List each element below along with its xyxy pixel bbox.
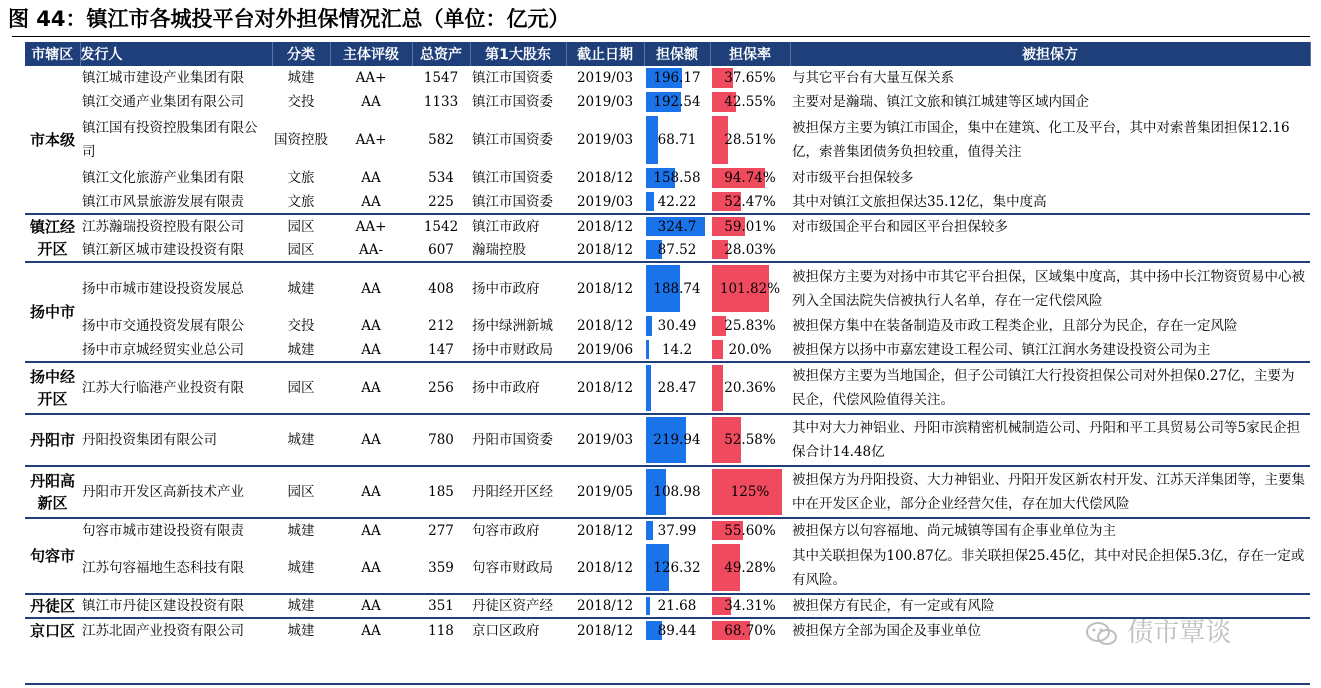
holder-cell: 扬中市政府 xyxy=(470,262,566,314)
region-cell: 丹阳高新区 xyxy=(25,466,80,518)
date-cell: 2019/03 xyxy=(576,193,634,210)
guarantee-bar xyxy=(646,597,650,615)
rate-cell xyxy=(710,66,790,90)
col-region-header: 市辖区 xyxy=(25,42,80,66)
guarantee-value: 324.7 xyxy=(657,218,697,235)
rate-value: 125% xyxy=(730,484,770,500)
assets-cell: 359 xyxy=(428,559,454,576)
col-party-header: 被担保方 xyxy=(790,42,1310,66)
table-row xyxy=(25,414,1310,466)
type-cell: 城建 xyxy=(272,518,330,542)
rate-value: 28.03% xyxy=(724,241,776,258)
region-cell: 扬中经开区 xyxy=(25,362,80,414)
holder-cell: 镇江市国资委 xyxy=(472,70,553,86)
guaranteed-party-cell: 被担保方以扬中市嘉宏建设工程公司、镇江江润水务建设投资公司为主 xyxy=(792,341,1211,358)
rate-value: 52.47% xyxy=(724,193,776,210)
guarantee-value: 126.32 xyxy=(653,559,701,576)
assets-cell: 185 xyxy=(412,466,470,518)
rate-value: 59.01% xyxy=(724,218,776,235)
rate-cell xyxy=(710,542,790,594)
guaranteed-party-cell: 其中关联担保为100.87亿。非关联担保25.45亿，其中对民企担保5.3亿，存在一定或有风险。 xyxy=(792,547,1305,588)
date-cell: 2018/12 xyxy=(566,594,644,618)
assets-cell: 1542 xyxy=(412,214,470,238)
rate-value: 52.58% xyxy=(724,432,776,448)
rating-cell: AA xyxy=(330,466,412,518)
rate-value: 20.0% xyxy=(728,341,772,358)
date-cell: 2018/12 xyxy=(566,618,644,642)
guarantee-value: 196.17 xyxy=(653,70,701,86)
rate-value: 28.51% xyxy=(724,132,776,148)
rating-cell: AA xyxy=(361,318,381,334)
date-cell: 2018/12 xyxy=(576,559,634,576)
rate-cell xyxy=(710,466,790,518)
issuer-cell: 丹阳市开发区高新技术产业 xyxy=(80,466,272,518)
guaranteed-party-cell: 主要对是瀚瑞、镇江文旅和镇江城建等区域内国企 xyxy=(792,94,1089,110)
rate-value: 94.74% xyxy=(724,170,776,186)
guarantee-value: 219.94 xyxy=(653,432,701,448)
rating-cell: AA xyxy=(330,518,412,542)
col-holder-header: 第1大股东 xyxy=(470,42,566,66)
guarantee-bar xyxy=(646,365,651,411)
region-cell: 京口区 xyxy=(25,618,80,642)
rating-cell: AA xyxy=(361,193,381,210)
guarantee-cell xyxy=(644,466,710,518)
assets-cell: 534 xyxy=(428,170,454,186)
date-cell: 2018/12 xyxy=(566,518,644,542)
date-cell: 2019/03 xyxy=(576,132,634,148)
assets-cell: 351 xyxy=(412,594,470,618)
rate-cell xyxy=(710,314,790,338)
date-cell: 2019/03 xyxy=(576,70,634,86)
type-cell: 园区 xyxy=(272,362,330,414)
assets-cell: 1133 xyxy=(423,94,459,110)
guaranteed-party-cell: 被担保方以句容福地、尚元城镇等国有企事业单位为主 xyxy=(790,518,1310,542)
rating-cell: AA xyxy=(330,262,412,314)
rate-value: 49.28% xyxy=(724,559,776,576)
region-cell: 镇江经开区 xyxy=(25,214,80,262)
holder-cell: 镇江市国资委 xyxy=(472,94,553,110)
rate-cell xyxy=(710,214,790,238)
guarantee-value: 108.98 xyxy=(653,484,701,500)
watermark-text: 债市覃谈 xyxy=(1127,618,1232,648)
guarantee-value: 68.71 xyxy=(657,132,697,148)
table-body xyxy=(25,66,1310,642)
type-cell: 城建 xyxy=(287,341,315,358)
table-row xyxy=(25,190,1310,214)
issuer-cell: 镇江文化旅游产业集团有限 xyxy=(82,170,244,186)
type-cell: 园区 xyxy=(272,214,330,238)
guarantee-value: 87.52 xyxy=(657,241,697,258)
assets-cell: 256 xyxy=(412,362,470,414)
table-row xyxy=(25,362,1310,414)
guaranteed-party-cell xyxy=(790,238,1310,262)
guarantee-cell xyxy=(644,114,710,166)
rate-value: 34.31% xyxy=(724,598,776,614)
type-cell: 园区 xyxy=(287,241,315,258)
type-cell: 文旅 xyxy=(287,170,315,186)
col-date-header: 截止日期 xyxy=(566,42,644,66)
guarantee-cell xyxy=(644,238,710,262)
region-cell: 丹阳市 xyxy=(25,414,80,466)
issuer-cell: 镇江市风景旅游发展有限责 xyxy=(82,193,244,210)
issuer-cell: 镇江市丹徒区建设投资有限 xyxy=(80,594,272,618)
holder-cell: 镇江市国资委 xyxy=(472,170,553,186)
date-cell: 2018/12 xyxy=(576,241,634,258)
col-type-header: 分类 xyxy=(272,42,330,66)
guaranteed-party-cell: 被担保方全部为国企及事业单位 xyxy=(790,618,1310,642)
guarantee-bar xyxy=(646,521,653,540)
col-rate-header: 担保率 xyxy=(710,42,790,66)
guarantee-bar xyxy=(646,192,654,211)
guarantee-cell xyxy=(644,262,710,314)
issuer-cell: 扬中市城市建设投资发展总 xyxy=(80,262,272,314)
guaranteed-party-cell: 被担保方为丹阳投资、大力神铝业、丹阳开发区新农村开发、江苏天洋集团等，主要集中在开发区企业，部分企业经营欠佳，存在加大代偿风险 xyxy=(790,466,1310,518)
holder-cell: 句容市政府 xyxy=(470,518,566,542)
table-row xyxy=(25,542,1310,594)
type-cell: 城建 xyxy=(272,414,330,466)
figure-title: 图 44：镇江市各城投平台对外担保情况汇总（单位：亿元） xyxy=(8,7,570,31)
rate-value: 101.82% xyxy=(719,280,781,297)
rate-cell xyxy=(710,114,790,166)
guarantee-cell xyxy=(644,90,710,114)
rating-cell: AA- xyxy=(358,241,384,258)
guarantee-cell xyxy=(644,190,710,214)
type-cell: 城建 xyxy=(272,594,330,618)
col-assets-header: 总资产 xyxy=(412,42,470,66)
issuer-cell: 扬中市交通投资发展有限公 xyxy=(82,318,244,334)
rate-value: 20.36% xyxy=(724,380,776,396)
rate-cell xyxy=(710,190,790,214)
table-row xyxy=(25,114,1310,166)
table-bottom-rule xyxy=(25,683,1310,685)
assets-cell: 1547 xyxy=(423,70,459,86)
rating-cell: AA xyxy=(361,170,381,186)
wechat-icon xyxy=(1085,621,1119,647)
col-guarantee-header: 担保额 xyxy=(644,42,710,66)
rate-cell xyxy=(710,362,790,414)
rate-value: 37.65% xyxy=(724,70,776,86)
guaranteed-party-cell: 被担保方集中在装备制造及市政工程类企业，且部分为民企，存在一定风险 xyxy=(792,318,1238,334)
guarantee-cell xyxy=(644,66,710,90)
assets-cell: 118 xyxy=(412,618,470,642)
header-row xyxy=(25,42,1310,66)
rating-cell: AA xyxy=(330,618,412,642)
table-row xyxy=(25,314,1310,338)
guaranteed-party-cell: 对市级国企平台和园区平台担保较多 xyxy=(790,214,1310,238)
guarantee-value: 21.68 xyxy=(657,598,697,614)
date-cell: 2019/03 xyxy=(576,94,634,110)
guaranteed-party-cell: 被担保方有民企，有一定或有风险 xyxy=(790,594,1310,618)
date-cell: 2019/03 xyxy=(566,414,644,466)
rate-cell xyxy=(710,262,790,314)
table-row xyxy=(25,466,1310,518)
holder-cell: 镇江市国资委 xyxy=(472,193,553,210)
date-cell: 2018/12 xyxy=(566,362,644,414)
assets-cell: 607 xyxy=(428,241,454,258)
guarantee-cell xyxy=(644,166,710,190)
rate-value: 55.60% xyxy=(724,522,776,539)
issuer-cell: 江苏句容福地生态科技有限 xyxy=(82,559,244,576)
guarantee-cell xyxy=(644,594,710,618)
rating-cell: AA+ xyxy=(355,70,387,86)
assets-cell: 277 xyxy=(412,518,470,542)
rate-value: 25.83% xyxy=(724,318,776,334)
guarantee-cell xyxy=(644,362,710,414)
guaranteed-party-cell: 其中对大力神铝业、丹阳市滨精密机械制造公司、丹阳和平工具贸易公司等5家民企担保合计14.48亿 xyxy=(790,414,1310,466)
holder-cell: 扬中绿洲新城 xyxy=(472,318,553,334)
guarantee-bar xyxy=(646,340,649,359)
holder-cell: 镇江市国资委 xyxy=(472,132,553,148)
table-row xyxy=(25,66,1310,90)
date-cell: 2019/06 xyxy=(576,341,634,358)
guarantee-bar xyxy=(646,316,652,336)
title-rule xyxy=(12,36,1310,37)
assets-cell: 212 xyxy=(428,318,454,334)
date-cell: 2018/12 xyxy=(576,318,634,334)
holder-cell: 丹徒区资产经 xyxy=(470,594,566,618)
rate-cell xyxy=(710,414,790,466)
region-cell: 扬中市 xyxy=(25,262,80,362)
rate-cell xyxy=(710,238,790,262)
rate-value: 42.55% xyxy=(724,94,776,110)
issuer-cell: 江苏北固产业投资有限公司 xyxy=(80,618,272,642)
guarantee-cell xyxy=(644,314,710,338)
holder-cell: 句容市财政局 xyxy=(472,559,553,576)
rating-cell: AA xyxy=(330,362,412,414)
guarantee-value: 30.49 xyxy=(657,318,697,334)
rating-cell: AA xyxy=(361,559,381,576)
col-issuer-header: 发行人 xyxy=(80,42,272,66)
rating-cell: AA xyxy=(330,414,412,466)
guarantee-value: 14.2 xyxy=(661,341,693,358)
rating-cell: AA+ xyxy=(355,132,387,148)
guarantee-table xyxy=(25,42,1311,642)
table-row xyxy=(25,262,1310,314)
type-cell: 国资控股 xyxy=(274,132,328,148)
rating-cell: AA+ xyxy=(330,214,412,238)
issuer-cell: 江苏瀚瑞投资控股有限公司 xyxy=(80,214,272,238)
holder-cell: 扬中市财政局 xyxy=(472,341,553,358)
date-cell: 2018/12 xyxy=(576,170,634,186)
rate-value: 68.70% xyxy=(724,622,776,639)
holder-cell: 扬中市政府 xyxy=(470,362,566,414)
rate-bar xyxy=(712,365,723,411)
rate-bar xyxy=(712,340,723,359)
type-cell: 城建 xyxy=(287,559,315,576)
guaranteed-party-cell: 被担保方主要为当地国企，但子公司镇江大行投资担保公司对外担保0.27亿，主要为民企，代偿风险值得关注。 xyxy=(790,362,1310,414)
type-cell: 交投 xyxy=(287,94,315,110)
table-row xyxy=(25,238,1310,262)
assets-cell: 225 xyxy=(428,193,454,210)
guarantee-value: 188.74 xyxy=(653,280,701,297)
region-cell: 句容市 xyxy=(25,518,80,594)
table-row xyxy=(25,90,1310,114)
guarantee-value: 192.54 xyxy=(653,94,701,110)
guarantee-value: 42.22 xyxy=(657,193,697,210)
issuer-cell: 扬中市京城经贸实业总公司 xyxy=(82,341,244,358)
col-rating-header: 主体评级 xyxy=(330,42,412,66)
type-cell: 园区 xyxy=(272,466,330,518)
guarantee-value: 89.44 xyxy=(657,622,697,639)
table-row xyxy=(25,338,1310,362)
rating-cell: AA xyxy=(361,94,381,110)
date-cell: 2018/12 xyxy=(566,262,644,314)
type-cell: 城建 xyxy=(272,262,330,314)
issuer-cell: 镇江交通产业集团有限公司 xyxy=(82,94,244,110)
guarantee-cell xyxy=(644,542,710,594)
guaranteed-party-cell: 其中对镇江文旅担保达35.12亿，集中度高 xyxy=(792,193,1047,210)
guarantee-cell xyxy=(644,618,710,642)
guaranteed-party-cell: 与其它平台有大量互保关系 xyxy=(792,70,954,86)
guarantee-value: 158.58 xyxy=(653,170,701,186)
assets-cell: 147 xyxy=(428,341,454,358)
holder-cell: 镇江市政府 xyxy=(470,214,566,238)
rate-cell xyxy=(710,90,790,114)
type-cell: 城建 xyxy=(287,70,315,86)
guaranteed-party-cell: 对市级平台担保较多 xyxy=(792,170,914,186)
holder-cell: 丹阳经开区经 xyxy=(470,466,566,518)
type-cell: 文旅 xyxy=(287,193,315,210)
rate-cell xyxy=(710,338,790,362)
date-cell: 2019/05 xyxy=(566,466,644,518)
guarantee-cell xyxy=(644,338,710,362)
guaranteed-party-cell: 被担保方主要为对扬中市其它平台担保，区域集中度高，其中扬中长江物资贸易中心被列入全国法院失信被执行人名单，存在一定代偿风险 xyxy=(790,262,1310,314)
assets-cell: 582 xyxy=(428,132,454,148)
guarantee-value: 28.47 xyxy=(657,380,697,396)
rate-cell xyxy=(710,166,790,190)
assets-cell: 408 xyxy=(412,262,470,314)
issuer-cell: 丹阳投资集团有限公司 xyxy=(80,414,272,466)
type-cell: 城建 xyxy=(272,618,330,642)
holder-cell: 瀚瑞控股 xyxy=(472,241,526,258)
type-cell: 交投 xyxy=(287,318,315,334)
region-cell: 市本级 xyxy=(29,130,75,149)
guarantee-cell xyxy=(644,214,710,238)
issuer-cell: 江苏大行临港产业投资有限 xyxy=(80,362,272,414)
guaranteed-party-cell: 被担保方主要为镇江市国企，集中在建筑、化工及平台，其中对索普集团担保12.16亿，索普集团债务负担较重，值得关注 xyxy=(792,120,1290,160)
rate-cell xyxy=(710,618,790,642)
table-row xyxy=(25,214,1310,238)
date-cell: 2018/12 xyxy=(566,214,644,238)
guarantee-cell xyxy=(644,518,710,542)
issuer-cell: 镇江城市建设产业集团有限 xyxy=(82,70,244,86)
rating-cell: AA xyxy=(330,594,412,618)
holder-cell: 丹阳市国资委 xyxy=(470,414,566,466)
issuer-cell: 镇江新区城市建设投资有限 xyxy=(82,241,244,258)
guarantee-value: 37.99 xyxy=(657,522,697,539)
table-row xyxy=(25,166,1310,190)
region-cell: 丹徒区 xyxy=(25,594,80,618)
rating-cell: AA xyxy=(361,341,381,358)
guarantee-bar xyxy=(646,116,658,164)
guarantee-cell xyxy=(644,414,710,466)
issuer-cell: 镇江国有投资控股集团有限公司 xyxy=(82,120,258,160)
rate-cell xyxy=(710,594,790,618)
issuer-cell: 句容市城市建设投资有限责 xyxy=(80,518,272,542)
holder-cell: 京口区政府 xyxy=(470,618,566,642)
table-row xyxy=(25,518,1310,542)
assets-cell: 780 xyxy=(412,414,470,466)
rate-cell xyxy=(710,518,790,542)
watermark xyxy=(1085,612,1231,649)
